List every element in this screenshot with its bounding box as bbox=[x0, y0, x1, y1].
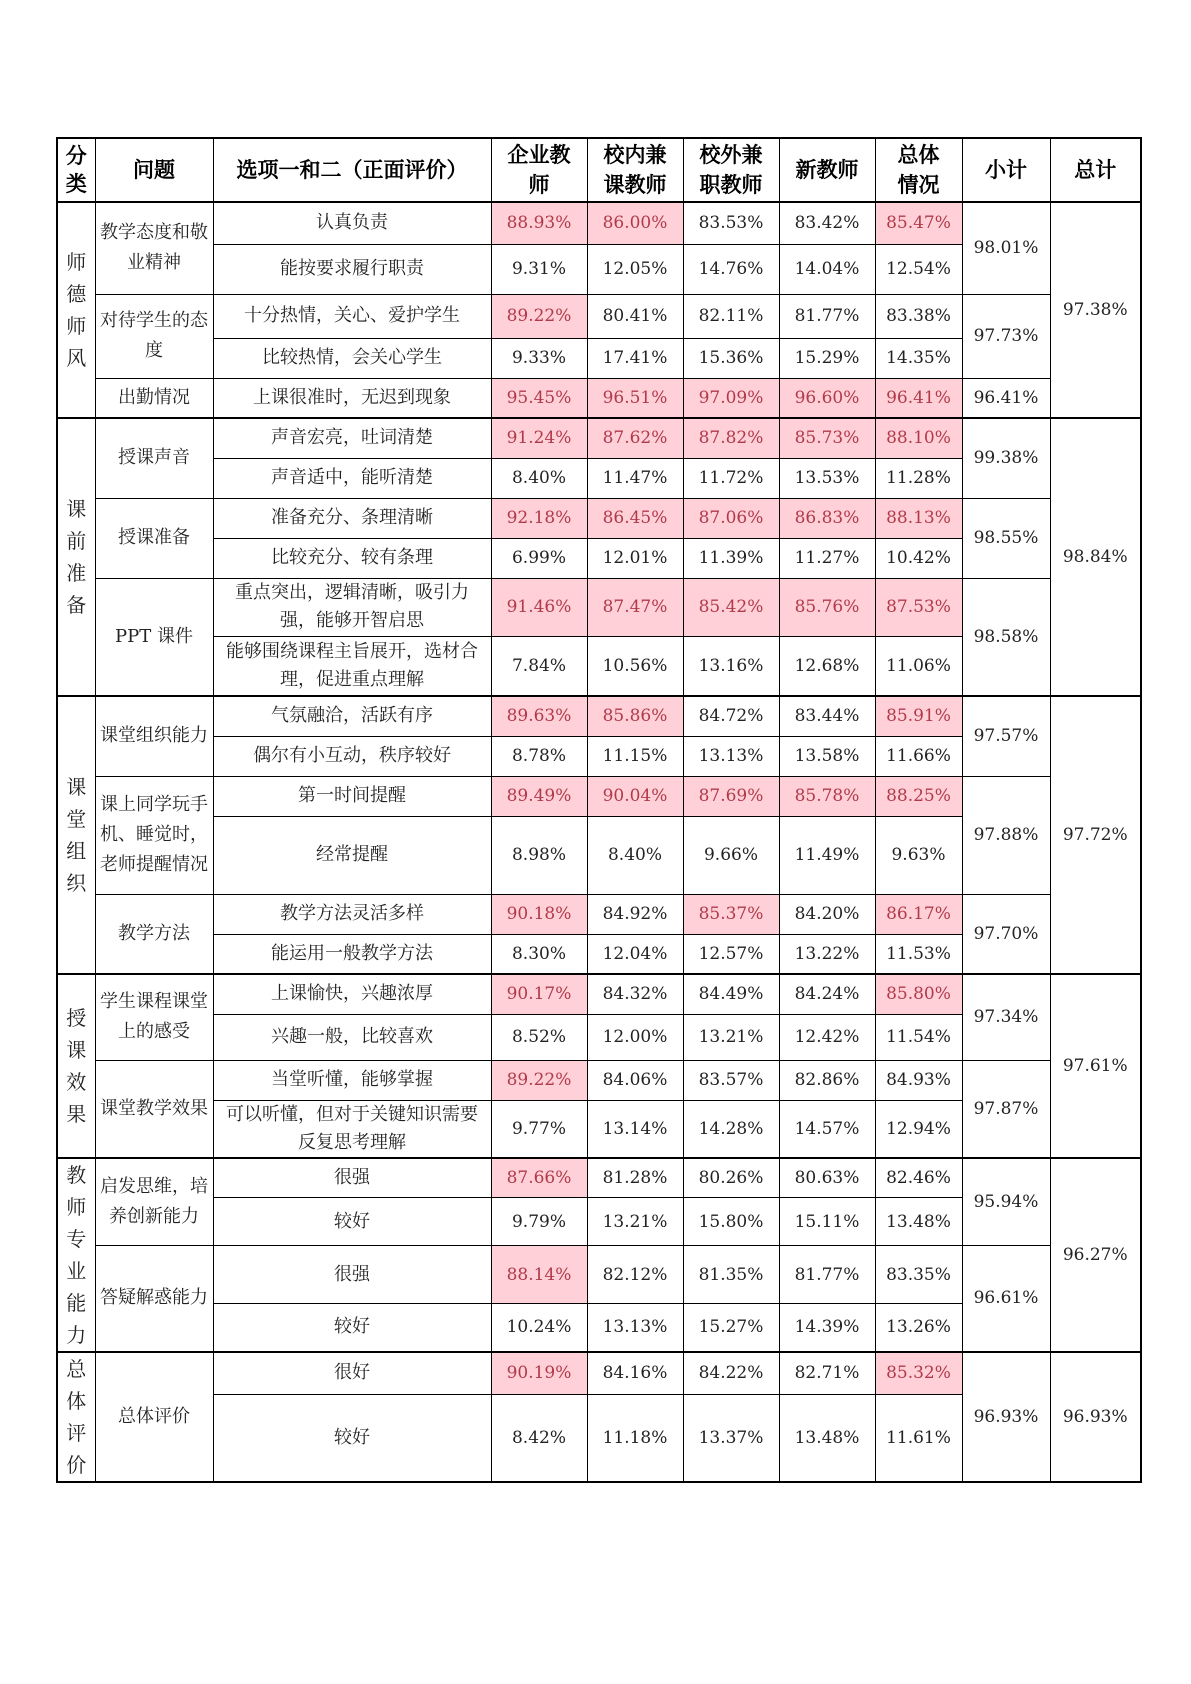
value-cell-new: 80.63% bbox=[779, 1158, 875, 1198]
value-cell-enterprise: 90.18% bbox=[491, 894, 587, 934]
value-cell-new: 83.44% bbox=[779, 696, 875, 736]
option-cell: 气氛融洽，活跃有序 bbox=[213, 696, 491, 736]
header-options: 选项一和二（正面评价） bbox=[213, 138, 491, 202]
option-cell: 较好 bbox=[213, 1304, 491, 1352]
question-cell: 授课声音 bbox=[95, 418, 213, 498]
value-cell-overall: 86.17% bbox=[875, 894, 962, 934]
option-cell: 能按要求履行职责 bbox=[213, 244, 491, 294]
value-cell-new: 85.73% bbox=[779, 418, 875, 458]
value-cell-enterprise: 8.78% bbox=[491, 736, 587, 776]
value-cell-overall: 96.41% bbox=[875, 378, 962, 418]
value-cell-external: 83.57% bbox=[683, 1060, 779, 1100]
question-cell: 课堂教学效果 bbox=[95, 1060, 213, 1158]
value-cell-enterprise: 9.79% bbox=[491, 1198, 587, 1246]
value-cell-external: 9.66% bbox=[683, 816, 779, 894]
value-cell-overall: 11.53% bbox=[875, 934, 962, 974]
total-cell: 96.27% bbox=[1050, 1158, 1141, 1352]
table-row bbox=[57, 696, 1141, 736]
value-cell-internal: 11.47% bbox=[587, 458, 683, 498]
value-cell-internal: 81.28% bbox=[587, 1158, 683, 1198]
option-cell: 上课愉快，兴趣浓厚 bbox=[213, 974, 491, 1014]
subtotal-cell: 98.01% bbox=[962, 202, 1050, 294]
value-cell-enterprise: 8.52% bbox=[491, 1014, 587, 1060]
value-cell-external: 84.49% bbox=[683, 974, 779, 1014]
value-cell-enterprise: 89.63% bbox=[491, 696, 587, 736]
value-cell-internal: 86.45% bbox=[587, 498, 683, 538]
option-cell: 上课很准时，无迟到现象 bbox=[213, 378, 491, 418]
value-cell-overall: 88.10% bbox=[875, 418, 962, 458]
value-cell-internal: 13.21% bbox=[587, 1198, 683, 1246]
value-cell-overall: 85.91% bbox=[875, 696, 962, 736]
value-cell-external: 97.09% bbox=[683, 378, 779, 418]
table-row bbox=[57, 776, 1141, 816]
value-cell-enterprise: 8.98% bbox=[491, 816, 587, 894]
value-cell-new: 85.76% bbox=[779, 578, 875, 636]
subtotal-cell: 98.58% bbox=[962, 578, 1050, 696]
value-cell-external: 85.42% bbox=[683, 578, 779, 636]
value-cell-new: 84.20% bbox=[779, 894, 875, 934]
value-cell-external: 85.37% bbox=[683, 894, 779, 934]
header-subtotal: 小计 bbox=[962, 138, 1050, 202]
value-cell-external: 14.76% bbox=[683, 244, 779, 294]
question-cell: 对待学生的态度 bbox=[95, 294, 213, 378]
value-cell-internal: 8.40% bbox=[587, 816, 683, 894]
question-cell: 授课准备 bbox=[95, 498, 213, 578]
value-cell-external: 11.39% bbox=[683, 538, 779, 578]
category-cell: 课堂组织 bbox=[57, 696, 95, 974]
value-cell-new: 15.29% bbox=[779, 338, 875, 378]
value-cell-enterprise: 91.46% bbox=[491, 578, 587, 636]
value-cell-external: 12.57% bbox=[683, 934, 779, 974]
value-cell-internal: 12.01% bbox=[587, 538, 683, 578]
value-cell-overall: 14.35% bbox=[875, 338, 962, 378]
option-cell: 教学方法灵活多样 bbox=[213, 894, 491, 934]
option-cell: 很好 bbox=[213, 1352, 491, 1395]
value-cell-enterprise: 87.66% bbox=[491, 1158, 587, 1198]
subtotal-cell: 99.38% bbox=[962, 418, 1050, 498]
subtotal-cell: 96.93% bbox=[962, 1352, 1050, 1482]
value-cell-enterprise: 7.84% bbox=[491, 636, 587, 696]
value-cell-internal: 13.13% bbox=[587, 1304, 683, 1352]
value-cell-overall: 10.42% bbox=[875, 538, 962, 578]
value-cell-external: 13.37% bbox=[683, 1395, 779, 1482]
header-enterprise-teacher: 企业教师 bbox=[491, 138, 587, 202]
value-cell-internal: 85.86% bbox=[587, 696, 683, 736]
total-cell: 98.84% bbox=[1050, 418, 1141, 696]
value-cell-enterprise: 10.24% bbox=[491, 1304, 587, 1352]
subtotal-cell: 97.70% bbox=[962, 894, 1050, 974]
value-cell-enterprise: 91.24% bbox=[491, 418, 587, 458]
value-cell-internal: 84.16% bbox=[587, 1352, 683, 1395]
value-cell-new: 82.86% bbox=[779, 1060, 875, 1100]
header-new-teacher: 新教师 bbox=[779, 138, 875, 202]
value-cell-overall: 12.94% bbox=[875, 1100, 962, 1158]
value-cell-internal: 12.00% bbox=[587, 1014, 683, 1060]
value-cell-external: 81.35% bbox=[683, 1246, 779, 1304]
value-cell-enterprise: 9.31% bbox=[491, 244, 587, 294]
option-cell: 重点突出，逻辑清晰，吸引力强，能够开智启思 bbox=[213, 578, 491, 636]
value-cell-overall: 11.66% bbox=[875, 736, 962, 776]
table-row bbox=[57, 378, 1141, 418]
value-cell-overall: 83.38% bbox=[875, 294, 962, 338]
category-cell: 师德师风 bbox=[57, 202, 95, 418]
value-cell-internal: 84.92% bbox=[587, 894, 683, 934]
value-cell-internal: 11.18% bbox=[587, 1395, 683, 1482]
table-row bbox=[57, 1158, 1141, 1198]
value-cell-external: 84.22% bbox=[683, 1352, 779, 1395]
value-cell-enterprise: 89.22% bbox=[491, 294, 587, 338]
subtotal-cell: 97.88% bbox=[962, 776, 1050, 894]
value-cell-new: 96.60% bbox=[779, 378, 875, 418]
option-cell: 兴趣一般，比较喜欢 bbox=[213, 1014, 491, 1060]
header-row bbox=[57, 138, 1141, 202]
value-cell-new: 82.71% bbox=[779, 1352, 875, 1395]
table-row bbox=[57, 1060, 1141, 1100]
question-cell: 教学态度和敬业精神 bbox=[95, 202, 213, 294]
value-cell-internal: 12.05% bbox=[587, 244, 683, 294]
value-cell-internal: 86.00% bbox=[587, 202, 683, 244]
category-cell: 授课效果 bbox=[57, 974, 95, 1158]
value-cell-external: 87.06% bbox=[683, 498, 779, 538]
value-cell-external: 80.26% bbox=[683, 1158, 779, 1198]
value-cell-overall: 11.54% bbox=[875, 1014, 962, 1060]
value-cell-new: 11.27% bbox=[779, 538, 875, 578]
value-cell-new: 84.24% bbox=[779, 974, 875, 1014]
category-cell: 总体评价 bbox=[57, 1352, 95, 1482]
option-cell: 很强 bbox=[213, 1158, 491, 1198]
table-body bbox=[57, 202, 1141, 1482]
value-cell-overall: 11.61% bbox=[875, 1395, 962, 1482]
value-cell-internal: 84.32% bbox=[587, 974, 683, 1014]
value-cell-new: 13.53% bbox=[779, 458, 875, 498]
value-cell-external: 87.82% bbox=[683, 418, 779, 458]
value-cell-internal: 84.06% bbox=[587, 1060, 683, 1100]
value-cell-overall: 11.06% bbox=[875, 636, 962, 696]
header-total: 总计 bbox=[1050, 138, 1141, 202]
value-cell-new: 13.48% bbox=[779, 1395, 875, 1482]
value-cell-enterprise: 8.30% bbox=[491, 934, 587, 974]
question-cell: 总体评价 bbox=[95, 1352, 213, 1482]
subtotal-cell: 97.34% bbox=[962, 974, 1050, 1060]
option-cell: 认真负责 bbox=[213, 202, 491, 244]
value-cell-overall: 9.63% bbox=[875, 816, 962, 894]
subtotal-cell: 98.55% bbox=[962, 498, 1050, 578]
table-row bbox=[57, 1352, 1141, 1395]
value-cell-enterprise: 92.18% bbox=[491, 498, 587, 538]
value-cell-internal: 87.47% bbox=[587, 578, 683, 636]
value-cell-internal: 90.04% bbox=[587, 776, 683, 816]
header-category: 分类 bbox=[57, 138, 95, 202]
option-cell: 可以听懂，但对于关键知识需要反复思考理解 bbox=[213, 1100, 491, 1158]
value-cell-internal: 17.41% bbox=[587, 338, 683, 378]
value-cell-new: 14.39% bbox=[779, 1304, 875, 1352]
option-cell: 很强 bbox=[213, 1246, 491, 1304]
table-row bbox=[57, 974, 1141, 1014]
value-cell-enterprise: 89.22% bbox=[491, 1060, 587, 1100]
value-cell-external: 15.36% bbox=[683, 338, 779, 378]
header-overall: 总体情况 bbox=[875, 138, 962, 202]
value-cell-overall: 85.80% bbox=[875, 974, 962, 1014]
subtotal-cell: 95.94% bbox=[962, 1158, 1050, 1246]
value-cell-overall: 83.35% bbox=[875, 1246, 962, 1304]
option-cell: 偶尔有小互动，秩序较好 bbox=[213, 736, 491, 776]
value-cell-external: 83.53% bbox=[683, 202, 779, 244]
option-cell: 声音宏亮，吐词清楚 bbox=[213, 418, 491, 458]
value-cell-enterprise: 95.45% bbox=[491, 378, 587, 418]
value-cell-enterprise: 9.33% bbox=[491, 338, 587, 378]
value-cell-enterprise: 90.17% bbox=[491, 974, 587, 1014]
value-cell-external: 11.72% bbox=[683, 458, 779, 498]
value-cell-new: 86.83% bbox=[779, 498, 875, 538]
subtotal-cell: 97.73% bbox=[962, 294, 1050, 378]
total-cell: 97.61% bbox=[1050, 974, 1141, 1158]
value-cell-external: 13.13% bbox=[683, 736, 779, 776]
value-cell-internal: 11.15% bbox=[587, 736, 683, 776]
value-cell-new: 11.49% bbox=[779, 816, 875, 894]
option-cell: 声音适中，能听清楚 bbox=[213, 458, 491, 498]
subtotal-cell: 97.87% bbox=[962, 1060, 1050, 1158]
question-cell: 课堂组织能力 bbox=[95, 696, 213, 776]
value-cell-overall: 85.32% bbox=[875, 1352, 962, 1395]
option-cell: 经常提醒 bbox=[213, 816, 491, 894]
value-cell-internal: 82.12% bbox=[587, 1246, 683, 1304]
table-row bbox=[57, 578, 1141, 636]
value-cell-overall: 82.46% bbox=[875, 1158, 962, 1198]
table-row bbox=[57, 498, 1141, 538]
header-internal-part-time-teacher: 校内兼课教师 bbox=[587, 138, 683, 202]
question-cell: 答疑解惑能力 bbox=[95, 1246, 213, 1352]
value-cell-enterprise: 9.77% bbox=[491, 1100, 587, 1158]
option-cell: 能运用一般教学方法 bbox=[213, 934, 491, 974]
value-cell-new: 13.22% bbox=[779, 934, 875, 974]
option-cell: 比较充分、较有条理 bbox=[213, 538, 491, 578]
value-cell-external: 13.16% bbox=[683, 636, 779, 696]
table-row bbox=[57, 1246, 1141, 1304]
total-cell: 97.72% bbox=[1050, 696, 1141, 974]
value-cell-external: 82.11% bbox=[683, 294, 779, 338]
question-cell: 学生课程课堂上的感受 bbox=[95, 974, 213, 1060]
subtotal-cell: 96.41% bbox=[962, 378, 1050, 418]
value-cell-external: 15.80% bbox=[683, 1198, 779, 1246]
value-cell-external: 13.21% bbox=[683, 1014, 779, 1060]
header-external-part-time-teacher: 校外兼职教师 bbox=[683, 138, 779, 202]
value-cell-overall: 12.54% bbox=[875, 244, 962, 294]
value-cell-overall: 13.26% bbox=[875, 1304, 962, 1352]
total-cell: 97.38% bbox=[1050, 202, 1141, 418]
subtotal-cell: 96.61% bbox=[962, 1246, 1050, 1352]
table-row bbox=[57, 202, 1141, 244]
value-cell-internal: 96.51% bbox=[587, 378, 683, 418]
value-cell-new: 81.77% bbox=[779, 1246, 875, 1304]
value-cell-new: 14.57% bbox=[779, 1100, 875, 1158]
table-row bbox=[57, 418, 1141, 458]
question-cell: 课上同学玩手机、睡觉时，老师提醒情况 bbox=[95, 776, 213, 894]
option-cell: 当堂听懂，能够掌握 bbox=[213, 1060, 491, 1100]
value-cell-new: 13.58% bbox=[779, 736, 875, 776]
value-cell-new: 83.42% bbox=[779, 202, 875, 244]
table-row bbox=[57, 894, 1141, 934]
value-cell-internal: 12.04% bbox=[587, 934, 683, 974]
option-cell: 较好 bbox=[213, 1395, 491, 1482]
value-cell-enterprise: 89.49% bbox=[491, 776, 587, 816]
value-cell-new: 85.78% bbox=[779, 776, 875, 816]
value-cell-overall: 84.93% bbox=[875, 1060, 962, 1100]
value-cell-enterprise: 90.19% bbox=[491, 1352, 587, 1395]
value-cell-external: 87.69% bbox=[683, 776, 779, 816]
value-cell-overall: 85.47% bbox=[875, 202, 962, 244]
value-cell-internal: 10.56% bbox=[587, 636, 683, 696]
value-cell-enterprise: 6.99% bbox=[491, 538, 587, 578]
total-cell: 96.93% bbox=[1050, 1352, 1141, 1482]
value-cell-new: 12.42% bbox=[779, 1014, 875, 1060]
category-cell: 教师专业能力 bbox=[57, 1158, 95, 1352]
question-cell: 启发思维，培养创新能力 bbox=[95, 1158, 213, 1246]
option-cell: 十分热情，关心、爱护学生 bbox=[213, 294, 491, 338]
option-cell: 准备充分、条理清晰 bbox=[213, 498, 491, 538]
value-cell-overall: 88.25% bbox=[875, 776, 962, 816]
value-cell-overall: 13.48% bbox=[875, 1198, 962, 1246]
value-cell-enterprise: 8.40% bbox=[491, 458, 587, 498]
value-cell-overall: 11.28% bbox=[875, 458, 962, 498]
value-cell-external: 15.27% bbox=[683, 1304, 779, 1352]
subtotal-cell: 97.57% bbox=[962, 696, 1050, 776]
option-cell: 比较热情，会关心学生 bbox=[213, 338, 491, 378]
value-cell-internal: 80.41% bbox=[587, 294, 683, 338]
value-cell-new: 81.77% bbox=[779, 294, 875, 338]
option-cell: 第一时间提醒 bbox=[213, 776, 491, 816]
value-cell-enterprise: 88.14% bbox=[491, 1246, 587, 1304]
table-row bbox=[57, 294, 1141, 338]
value-cell-external: 84.72% bbox=[683, 696, 779, 736]
value-cell-internal: 13.14% bbox=[587, 1100, 683, 1158]
value-cell-overall: 87.53% bbox=[875, 578, 962, 636]
value-cell-internal: 87.62% bbox=[587, 418, 683, 458]
value-cell-enterprise: 8.42% bbox=[491, 1395, 587, 1482]
survey-table bbox=[56, 137, 1142, 1483]
category-cell: 课前准备 bbox=[57, 418, 95, 696]
question-cell: PPT 课件 bbox=[95, 578, 213, 696]
value-cell-external: 14.28% bbox=[683, 1100, 779, 1158]
option-cell: 能够围绕课程主旨展开，选材合理，促进重点理解 bbox=[213, 636, 491, 696]
value-cell-overall: 88.13% bbox=[875, 498, 962, 538]
value-cell-new: 15.11% bbox=[779, 1198, 875, 1246]
value-cell-enterprise: 88.93% bbox=[491, 202, 587, 244]
value-cell-new: 12.68% bbox=[779, 636, 875, 696]
header-question: 问题 bbox=[95, 138, 213, 202]
value-cell-new: 14.04% bbox=[779, 244, 875, 294]
question-cell: 教学方法 bbox=[95, 894, 213, 974]
option-cell: 较好 bbox=[213, 1198, 491, 1246]
question-cell: 出勤情况 bbox=[95, 378, 213, 418]
